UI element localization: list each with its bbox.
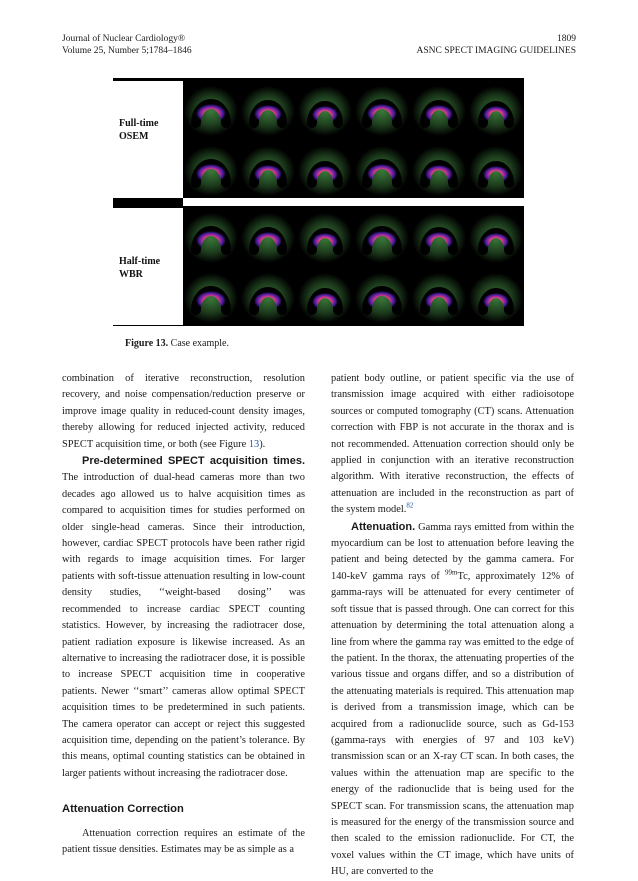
reference-link[interactable]: 82 bbox=[406, 501, 414, 510]
journal-name: Journal of Nuclear Cardiology® bbox=[62, 34, 186, 44]
figure-panel-half-time-wbr bbox=[113, 208, 524, 325]
spect-slices-wbr bbox=[183, 208, 524, 325]
panel-label-full-time: Full-time OSEM bbox=[119, 118, 159, 142]
paragraph: Pre-determined SPECT acquisition times. The introduction of dual-head cameras more than two decades ago allowed us to halve acquisition times as compared to acquisition times for studies performed on older single-head cameras. Since their introduction, however, cardiac SPECT protocols have been rather rigid with regards to image acquisition times. For larger patients with soft-tissue attenuation resulting in low-count density studies, ‘‘weight-based dosing’’ was recommended to increase cardiac SPECT counting statistics. However, by increasing the radiotracer dose, patient radiation exposure is likewise increased. As an alternative to increasing the radiotracer dose, it is possible to increase SPECT acquisition time in cooperative patients. Newer ‘‘smart’’ cameras allow optimal SPECT acquisition times to be predetermined in such patients. The camera operator can accept or reject this suggested acquisition time, depending on the patient’s tolerance. By this means, optimal counting statistics can be obtained in larger patients without increasing the radiotracer dose. bbox=[62, 455, 305, 779]
slice-background bbox=[412, 86, 466, 136]
figure-link[interactable]: 13 bbox=[248, 438, 260, 450]
paragraph: patient body outline, or patient specific via the use of transmission image acquired with either radioisotope sources or computed tomography (CT) scans. Attenuation correction with FBP is not accurate in the thorax and is not recommended. Attenuation correction should only be applied in conjunction with an iterative reconstruction algorithm. With iterative reconstruction, the effects of attenuation are included in the reconstruction as part of the system model.$^{82}$ bbox=[331, 373, 574, 516]
figure-divider bbox=[183, 198, 524, 206]
runin-heading: Pre-determined SPECT acquisition times. bbox=[82, 455, 305, 468]
slice-background bbox=[412, 213, 466, 263]
slice-background bbox=[355, 86, 409, 136]
running-title: ASNC SPECT IMAGING GUIDELINES bbox=[416, 46, 576, 56]
figure-panel-full-time-osem bbox=[113, 81, 524, 198]
slice-background bbox=[355, 146, 409, 196]
panel-label-half-time: Half-time WBR bbox=[119, 256, 161, 280]
spect-slices-osem bbox=[183, 81, 524, 198]
paragraph: Attenuation. Gamma rays emitted from within the myocardium can be lost to attenuation before leaving the patient and being detected by the gamma camera. For 140-keV gamma rays of $^{99m}$Tc, approximately 12% of gamma-rays will be attenuated for every centimeter of soft tissue that is passed through. One can correct for this attenuation by determining the total attenuation along a line from where the gamma ray was emitted to the edge of the patient. In the thorax, the attenuating properties of the various tissue and organs differ, and so a distribution of the attenuating materials is required. This attenuation map is derived from a transmission image, which can be acquired from a radionuclide source, such as Gd-153 (gamma-rays with energies of 97 and 103 keV) transmission scan or an X-ray CT scan. In both cases, the values within the attenuation map are specific to the energy of the radionuclide that is being used for the SPECT scan. For transmission scans, the attenuation map is measured for the energy of the transmission source and then scaled to the emission radionuclide. For CT, the voxel values within the CT image, which have units of HU, are converted to the bbox=[331, 520, 574, 878]
caption-label: Figure 13. bbox=[125, 338, 169, 349]
slice-background bbox=[184, 213, 238, 263]
paragraph: Attenuation correction requires an estimate of the patient tissue densities. Estimates may be as simple as a bbox=[62, 827, 305, 855]
figure-13 bbox=[113, 78, 524, 326]
slice-background bbox=[412, 146, 466, 196]
page-number: 1809 bbox=[557, 34, 576, 44]
runin-heading: Attenuation. bbox=[351, 520, 416, 533]
running-header-left bbox=[62, 33, 192, 57]
figure-caption bbox=[125, 338, 229, 349]
left-column bbox=[62, 371, 305, 858]
isotope-superscript: 99m bbox=[445, 568, 458, 577]
slice-background bbox=[184, 273, 238, 323]
caption-text: Case example. bbox=[170, 338, 229, 349]
slice-background bbox=[241, 86, 295, 136]
slice-background bbox=[355, 273, 409, 323]
slice-background bbox=[355, 213, 409, 263]
slice-background bbox=[241, 273, 295, 323]
section-heading: Attenuation Correction bbox=[62, 803, 184, 816]
panel-label-box bbox=[113, 81, 183, 198]
slice-background bbox=[184, 86, 238, 136]
right-column bbox=[331, 371, 574, 881]
slice-background bbox=[184, 146, 238, 196]
slice-background bbox=[241, 213, 295, 263]
panel-label-box bbox=[113, 208, 183, 325]
slice-background bbox=[241, 146, 295, 196]
paragraph: combination of iterative reconstruction, resolution recovery, and noise compensation/reduction preserve or improve image quality in reduced-count density images, thereby allowing for reduced injected activity, reduced SPECT acquisition time, or both (see Figure 13). bbox=[62, 373, 305, 450]
volume-info: Volume 25, Number 5;1784–1846 bbox=[62, 46, 192, 56]
slice-background bbox=[412, 273, 466, 323]
running-header-right bbox=[417, 33, 576, 57]
